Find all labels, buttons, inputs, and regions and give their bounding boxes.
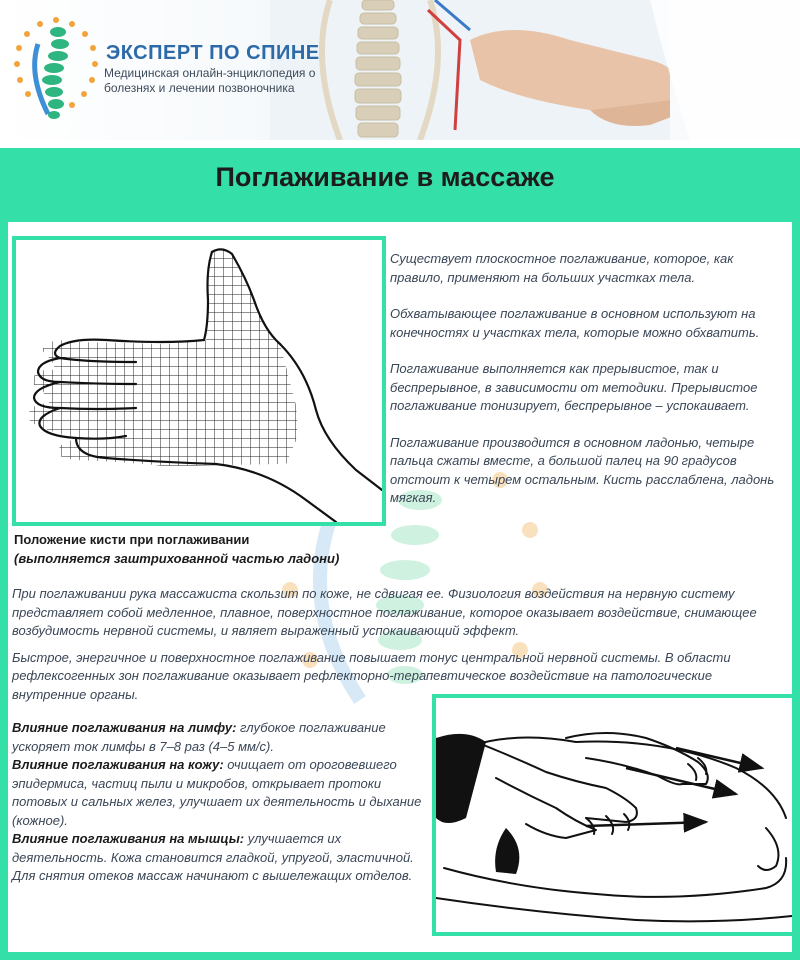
effect-muscle: [12, 830, 424, 867]
effect-lymph: [12, 719, 424, 756]
effect-label: Влияние поглаживания на мышцы:: [12, 831, 245, 846]
hand-figure-caption: [14, 530, 384, 568]
effect-text: глубокое поглаживание ускоряет ток лимфы в 7–8 раз (4–5 мм/с).: [12, 720, 386, 754]
page-title: Поглаживание в массаже: [215, 162, 555, 192]
paragraph: Поглаживание выполняется как прерывистое, так и беспрерывное, в зависимости от методики. Прерывистое поглаживание тонизирует, беспрерывное – успокаивает.: [390, 361, 758, 413]
caption-line-1: Положение кисти при поглаживании: [14, 532, 250, 547]
hand-figure: [12, 236, 386, 526]
right-column-text: [390, 250, 785, 526]
caption-line-2: (выполняется заштрихованной частью ладони): [14, 551, 340, 566]
paragraph: Обхватывающее поглаживание в основном используют на конечностях и участках тела, которые можно обхватить.: [390, 306, 760, 340]
effect-text: очищает от ороговевшего эпидермиса, частиц пыли и микробов, открывает протоки потовых и сальных желез, улучшает их деятельность и дыхание (кожное).: [12, 757, 422, 828]
brand-logo-icon: [8, 14, 104, 124]
paragraph: При поглаживании рука массажиста скользит по коже, не сдвигая ее. Физиология воздействия на нервную систему представляет собой медленное, плавное, поверхностное поглаживание, которое оказывает воздействие, снимающее возбудимость нервной системы, и являет выраженный успокаивающий эффект.: [12, 586, 757, 638]
header: [0, 0, 800, 140]
effect-text: улучшается их деятельность. Кожа становится гладкой, упругой, эластичной.: [12, 831, 414, 865]
effect-label: Влияние поглаживания на кожу:: [12, 757, 224, 772]
body-text: [12, 585, 782, 712]
back-massage-illustration: [436, 698, 792, 932]
brand-subtitle: Медицинская онлайн-энциклопедия о болезнях и лечении позвоночника: [104, 66, 316, 95]
paragraph: Существует плоскостное поглаживание, которое, как правило, применяют на больших участках тела.: [390, 251, 734, 285]
effect-label: Влияние поглаживания на лимфу:: [12, 720, 237, 735]
brand-title[interactable]: ЭКСПЕРТ ПО СПИНЕ: [106, 42, 320, 64]
paragraph: Быстрое, энергичное и поверхностное поглаживание повышает тонус центральной нервной системы. В области рефлексогенных зон поглаживание оказывает рефлекторно-терапевтическое воздействие на патологические внутренние органы.: [12, 649, 731, 702]
hatched-hand-illustration: [16, 240, 382, 522]
paragraph: Поглаживание производится в основном ладонью, четыре пальца сжаты вместе, а большой палец на 90 градусов отстоит к четырем остальным. Кисть расслаблена, ладонь мягкая.: [390, 434, 775, 505]
effect-edema: Для снятия отеков массаж начинают с вышележащих отделов.: [12, 868, 413, 883]
massage-figure: [432, 694, 796, 936]
effects-list: [12, 719, 424, 886]
spine-skeleton-icon: [355, 0, 401, 137]
effect-skin: [12, 756, 424, 830]
